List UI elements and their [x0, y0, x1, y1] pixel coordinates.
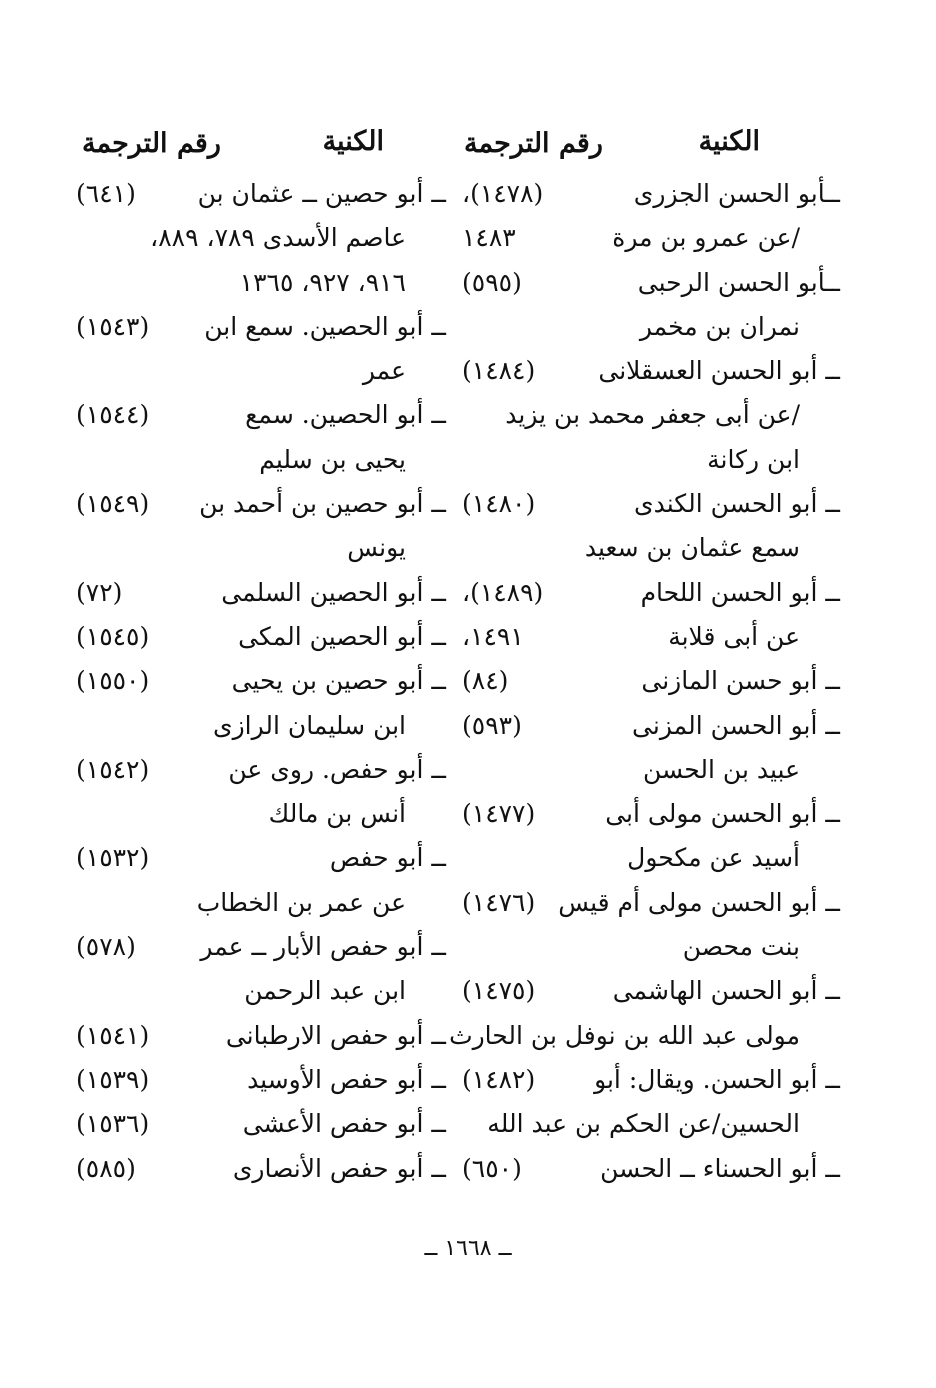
index-entry — [462, 571, 840, 615]
entry-continuation-line — [76, 438, 446, 482]
right-entries — [449, 172, 840, 1191]
index-entry — [76, 615, 446, 659]
entry-name: بنت محصن — [682, 932, 800, 962]
entry-name: أنس بن مالك — [268, 799, 406, 829]
entry-name: ــ أبو حصين بن يحيى — [231, 666, 446, 696]
entry-name: ــ أبو الحسن. ويقال: أبو — [594, 1064, 840, 1094]
index-entry — [76, 172, 446, 216]
entry-name: ــ أبو حفص الارطبانى — [225, 1020, 446, 1050]
entry-name: أسيد عن مكحول — [627, 843, 800, 873]
index-entry — [76, 393, 446, 437]
entry-continuation-line — [462, 216, 840, 260]
entry-name: ــ أبو الحسن العسقلانى — [598, 356, 840, 386]
entry-continuation-line — [462, 836, 840, 880]
entry-name: ــ أبو حفص الأوسيد — [247, 1064, 446, 1094]
entry-name: ــأبو الحسن الجزرى — [633, 179, 840, 208]
entry-name: /عن عمرو بن مرة — [612, 223, 800, 253]
entry-reference: (١٥٥٠) — [76, 666, 150, 696]
entry-name: عبيد بن الحسن — [642, 754, 800, 784]
entry-name: ــ أبو الحصين المكى — [238, 621, 446, 651]
entry-reference: (١٤٧٧) — [462, 799, 536, 829]
index-entry — [462, 1147, 840, 1191]
entry-continuation-line — [462, 438, 840, 482]
entry-name: ــ أبو الحسن الهاشمى — [612, 976, 840, 1006]
entry-reference: (١٥٤٥) — [76, 621, 150, 651]
left-column-header — [76, 122, 446, 172]
entry-name: ــ أبو الحسن المزنى — [632, 710, 840, 740]
kunya-heading: الكنية — [322, 126, 384, 157]
entry-name: ــ أبو حفص الأنصارى — [232, 1153, 446, 1183]
entry-name: سمع عثمان بن سعيد — [584, 533, 800, 563]
entry-reference: (٥٧٨) — [76, 932, 136, 962]
entry-continuation-line — [76, 881, 446, 925]
entry-name: ــ أبو الحسناء ــ الحسن — [600, 1153, 840, 1183]
entry-reference: (٥٩٣) — [462, 710, 522, 740]
entry-name: ــ أبو حسن المازنى — [641, 666, 840, 696]
entry-reference: (٥٨٥) — [76, 1153, 136, 1183]
entry-name: ٩١٦، ٩٢٧، ١٣٦٥ — [239, 267, 406, 297]
entry-name: ــ أبو الحسن اللحام — [640, 577, 840, 607]
entry-continuation-line — [76, 261, 446, 305]
index-entry — [76, 1058, 446, 1102]
entry-name: ــ أبو الحسن مولى أم قيس — [558, 887, 840, 917]
entry-continuation-line — [462, 526, 840, 570]
entry-reference: (١٥٤٢) — [76, 754, 150, 784]
entry-continuation-line — [462, 1102, 840, 1146]
right-column — [449, 122, 840, 1191]
entry-reference: (١٤٨٤) — [462, 356, 536, 386]
index-entry — [462, 482, 840, 526]
entry-name: ــ أبو حصين بن أحمد بن — [199, 489, 446, 519]
entry-continuation-line — [462, 748, 840, 792]
entry-name: عن عمر بن الخطاب — [196, 887, 406, 917]
kunya-heading: الكنية — [698, 126, 760, 157]
entry-continuation-line — [76, 969, 446, 1013]
entry-name: ــ أبو حفص — [329, 843, 446, 873]
entry-name: /عن أبى جعفر محمد بن يزيد — [505, 400, 800, 430]
entry-name: ــ أبو حصين ــ عثمان بن — [197, 179, 446, 208]
entry-name: عمر — [362, 356, 406, 386]
entry-reference: (٦٤١) — [76, 179, 136, 208]
entry-continuation-line — [76, 526, 446, 570]
entry-reference: (٨٤) — [462, 666, 509, 696]
entry-name: يحيى بن سليم — [259, 444, 406, 474]
entry-continuation-line — [76, 349, 446, 393]
entry-continuation-line — [462, 393, 840, 437]
entry-reference: (١٥٤٤) — [76, 400, 150, 430]
entry-name: يونس — [347, 533, 406, 563]
entry-name: مولى عبد الله بن نوفل بن الحارث — [449, 1020, 800, 1050]
index-entry — [76, 305, 446, 349]
index-entry — [462, 792, 840, 836]
index-entry — [76, 925, 446, 969]
entry-name: ــ أبو حفص الأعشى — [242, 1109, 446, 1139]
left-column — [76, 122, 446, 1191]
entry-name: ــأبو الحسن الرحبى — [637, 267, 840, 297]
page-number: ــ ١٦٦٨ ــ — [424, 1236, 512, 1261]
entry-reference: (٧٢) — [76, 577, 123, 607]
entry-name: نمران بن مخمر — [639, 311, 800, 341]
index-entry — [76, 836, 446, 880]
index-entry — [462, 1058, 840, 1102]
right-column-header — [462, 122, 840, 172]
entry-reference: (١٥٤٩) — [76, 489, 150, 519]
entry-name: ابن سليمان الرازى — [213, 710, 406, 740]
index-entry — [76, 482, 446, 526]
entry-name: ــ أبو الحصين. سمع — [245, 400, 446, 430]
index-entry — [462, 969, 840, 1013]
index-entry — [462, 172, 840, 216]
index-entry — [462, 659, 840, 703]
entry-reference: (١٥٣٦) — [76, 1109, 150, 1139]
entry-number-heading: رقم الترجمة — [82, 128, 221, 159]
index-entry — [76, 659, 446, 703]
entry-name: ــ أبو الحصين. سمع ابن — [204, 311, 446, 341]
entry-name: ــ أبو الحسن الكندى — [634, 489, 840, 519]
index-entry — [462, 349, 840, 393]
entry-reference: (١٤٧٨)، — [462, 179, 544, 208]
entry-name: ــ أبو الحسن مولى أبى — [605, 799, 840, 829]
entry-continuation-line — [462, 615, 840, 659]
index-entry — [462, 881, 840, 925]
entry-name: الحسين/عن الحكم بن عبد الله — [487, 1109, 800, 1139]
index-entry — [76, 748, 446, 792]
entry-reference: (٥٩٥) — [462, 267, 522, 297]
entry-name: ابن ركانة — [707, 444, 800, 474]
entry-reference: (١٥٣٩) — [76, 1064, 150, 1094]
entry-reference: (١٥٣٢) — [76, 843, 150, 873]
index-entry — [76, 1102, 446, 1146]
entry-reference: (١٤٨٠) — [462, 489, 536, 519]
index-entry — [462, 261, 840, 305]
index-entry — [76, 1014, 446, 1058]
entry-name: ــ أبو الحصين السلمى — [221, 577, 446, 607]
entry-reference: ١٤٩١، — [462, 621, 524, 651]
entry-number-heading: رقم الترجمة — [464, 128, 603, 159]
entry-name: عاصم الأسدى ٧٨٩، ٨٨٩، — [150, 223, 406, 253]
entry-reference: (١٥٤٣) — [76, 311, 150, 341]
entry-name: عن أبى قلابة — [668, 621, 800, 651]
index-entry — [462, 704, 840, 748]
entry-continuation-line — [449, 1014, 840, 1058]
entry-continuation-line — [462, 925, 840, 969]
left-entries — [76, 172, 446, 1191]
index-entry — [76, 1147, 446, 1191]
entry-reference: (١٤٧٥) — [462, 976, 536, 1006]
entry-reference: (١٤٨٩)، — [462, 577, 544, 607]
entry-reference: (١٤٧٦) — [462, 887, 536, 917]
entry-name: ابن عبد الرحمن — [244, 976, 406, 1006]
entry-name: ــ أبو حفص. روى عن — [228, 754, 446, 784]
entry-continuation-line — [462, 305, 840, 349]
entry-reference: (١٥٤١) — [76, 1020, 150, 1050]
entry-name: ــ أبو حفص الأبار ــ عمر — [200, 932, 446, 962]
entry-continuation-line — [76, 792, 446, 836]
entry-reference: (٦٥٠) — [462, 1153, 522, 1183]
index-entry — [76, 571, 446, 615]
entry-reference: (١٤٨٢) — [462, 1064, 536, 1094]
entry-reference: ١٤٨٣ — [462, 223, 516, 253]
entry-continuation-line — [76, 216, 446, 260]
entry-continuation-line — [76, 704, 446, 748]
